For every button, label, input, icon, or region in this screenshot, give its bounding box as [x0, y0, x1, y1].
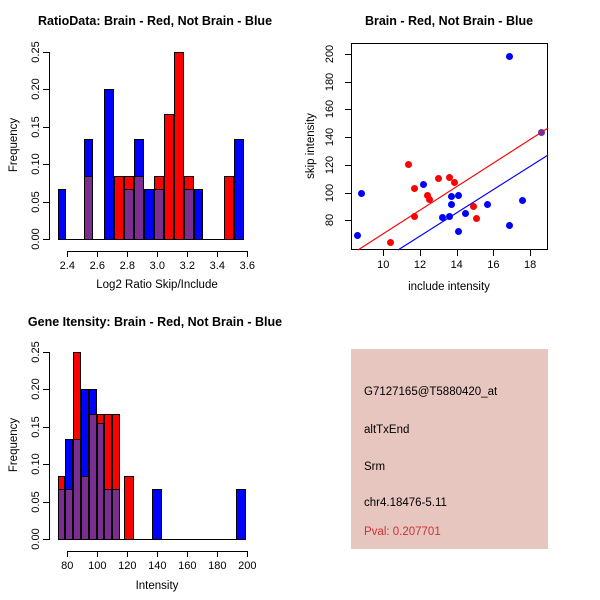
y-axis-tick [345, 54, 351, 55]
x-axis-tick [67, 251, 68, 257]
y-tick-label: 160 [324, 100, 336, 119]
x-axis-tick [67, 551, 68, 557]
y-tick-label: 0.25 [30, 340, 42, 363]
x-tick-label: 12 [413, 259, 427, 271]
y-axis-tick [43, 389, 49, 390]
hist-bar-segment [89, 389, 97, 415]
x-axis-tick [127, 251, 128, 257]
x-tick-label: 180 [208, 560, 227, 572]
y-axis-tick [43, 164, 49, 165]
x-tick-label: 3.0 [149, 260, 165, 272]
y-tick-label: 140 [324, 127, 336, 147]
y-tick-label: 0.20 [30, 78, 42, 100]
x-axis-tick [157, 251, 158, 257]
x-tick-label: 14 [450, 259, 463, 271]
x-tick-label: 16 [487, 259, 500, 271]
hist-gene-xlabel: Intensity [135, 580, 179, 592]
hist-bar-segment [73, 439, 81, 541]
y-axis-tick [43, 127, 49, 128]
y-tick-label: 180 [324, 72, 336, 91]
x-tick-label: 100 [88, 560, 107, 572]
y-tick-label: 0.05 [30, 191, 42, 213]
y-axis-tick [43, 352, 49, 353]
x-axis-tick [97, 251, 98, 257]
y-axis-tick [43, 202, 49, 203]
x-tick-label: 200 [238, 560, 257, 572]
hist-ratio-title: RatioData: Brain - Red, Not Brain - Blue [37, 14, 273, 28]
hist-bar-segment [194, 189, 203, 240]
hist-bar-segment [144, 189, 154, 240]
hist-ratio-ylabel: Frequency [8, 117, 20, 173]
y-axis-tick [345, 82, 351, 83]
hist-bar-segment [134, 176, 144, 240]
y-axis-tick [43, 89, 49, 90]
hist-bar-segment [112, 414, 120, 490]
y-axis-tick [43, 464, 49, 465]
y-tick-label: 80 [324, 214, 336, 227]
scatter-point [439, 214, 446, 221]
scatter-point [387, 239, 394, 246]
y-axis-tick [43, 502, 49, 503]
x-tick-label: 160 [178, 560, 197, 572]
x-tick-label: 3.2 [179, 260, 195, 272]
hist-bar-segment [154, 176, 164, 190]
info-panel [351, 349, 548, 549]
y-tick-label: 0.10 [30, 453, 42, 475]
y-axis-tick [345, 165, 351, 166]
y-tick-label: 100 [324, 183, 336, 202]
hist-bar-segment [112, 489, 120, 540]
hist-bar-segment [97, 414, 105, 424]
y-axis-tick [345, 137, 351, 138]
genomic-location: chr4.18476-5.11 [364, 497, 447, 509]
hist-gene-ylabel: Frequency [8, 417, 20, 473]
y-axis-tick [43, 427, 49, 428]
x-tick-label: 120 [118, 560, 137, 572]
y-tick-label: 0.10 [30, 153, 42, 175]
scatter-point [420, 181, 427, 188]
hist-bar-segment [104, 89, 114, 240]
hist-bar-segment [58, 189, 66, 240]
y-tick-label: 0.15 [30, 116, 42, 138]
scatter-point [455, 192, 462, 199]
p-value: Pval: 0.207701 [364, 526, 441, 538]
y-tick-label: 0.25 [30, 40, 42, 63]
hist-bar-segment [134, 139, 144, 178]
x-axis-tick [247, 551, 248, 557]
scatter-point [435, 175, 442, 182]
hist-bar-segment [84, 139, 92, 178]
hist-bar-segment [89, 414, 97, 540]
x-axis-tick [97, 551, 98, 557]
scatter-point [411, 185, 418, 192]
hist-bar-segment [234, 139, 244, 241]
hist-bar-segment [236, 489, 246, 540]
x-axis-tick [127, 551, 128, 557]
y-tick-label: 0.20 [30, 378, 42, 400]
hist-bar-segment [184, 189, 194, 240]
hist-bar-segment [124, 476, 134, 540]
x-axis-tick [187, 251, 188, 257]
y-tick-label: 0.00 [30, 528, 42, 551]
x-axis-tick [420, 250, 421, 256]
x-tick-label: 2.6 [89, 260, 105, 272]
hist-ratio-xlabel: Log2 Ratio Skip/Include [96, 279, 218, 291]
scatter-point [455, 228, 462, 235]
probe-id: G7127165@T5880420_at [364, 386, 498, 398]
scatter-point [354, 232, 361, 239]
x-axis-tick [493, 250, 494, 256]
x-axis-tick [247, 251, 248, 257]
hist-bar-segment [65, 439, 73, 490]
y-axis-tick [345, 220, 351, 221]
hist-bar-segment [104, 489, 112, 540]
x-tick-label: 3.4 [209, 260, 225, 272]
y-axis-line [49, 52, 50, 241]
scatter-point [411, 213, 418, 220]
hist-bar-segment [124, 176, 134, 190]
x-tick-label: 80 [61, 560, 74, 572]
y-tick-label: 200 [324, 44, 336, 64]
hist-bar-segment [81, 389, 89, 477]
x-axis-tick [383, 250, 384, 256]
scatter-title: Brain - Red, Not Brain - Blue [364, 14, 534, 28]
y-tick-label: 0.15 [30, 416, 42, 438]
x-axis-tick [217, 551, 218, 557]
y-tick-label: 0.00 [30, 228, 42, 251]
hist-bar-segment [154, 189, 164, 240]
x-tick-label: 2.4 [59, 260, 75, 272]
x-axis-tick [187, 551, 188, 557]
hist-bar-segment [184, 176, 194, 190]
scatter-point [426, 196, 433, 203]
y-axis-tick [43, 52, 49, 53]
y-axis-tick [345, 193, 351, 194]
hist-bar-segment [73, 352, 81, 440]
gene-symbol: Srm [364, 461, 386, 473]
hist-bar-segment [224, 176, 234, 240]
x-tick-label: 2.8 [119, 260, 135, 272]
y-axis-tick [345, 109, 351, 110]
scatter-point [446, 213, 453, 220]
hist-bar-segment [124, 189, 134, 240]
x-axis-tick [457, 250, 458, 256]
y-tick-label: 120 [324, 155, 336, 174]
y-axis-tick [43, 539, 49, 540]
x-axis-tick [530, 250, 531, 256]
x-tick-label: 140 [148, 560, 167, 572]
y-axis-tick [43, 239, 49, 240]
hist-bar-segment [114, 176, 124, 240]
y-tick-label: 0.05 [30, 491, 42, 513]
splice-event-type: altTxEnd [364, 424, 410, 436]
hist-bar-segment [152, 489, 162, 540]
hist-bar-segment [81, 476, 89, 540]
scatter-ylabel: skip intensity [305, 113, 317, 179]
y-axis-line [49, 352, 50, 541]
hist-bar-segment [58, 489, 66, 540]
scatter-xlabel: include intensity [408, 281, 490, 293]
hist-bar-segment [58, 476, 66, 490]
hist-bar-segment [164, 114, 174, 240]
hist-bar-segment [65, 489, 73, 540]
scatter-point [470, 203, 477, 210]
x-tick-label: 10 [377, 259, 390, 271]
x-axis-tick [217, 251, 218, 257]
x-axis-tick [157, 551, 158, 557]
hist-bar-segment [97, 423, 105, 540]
x-tick-label: 3.6 [239, 260, 255, 272]
hist-gene-title: Gene Itensity: Brain - Red, Not Brain - Blue [27, 315, 283, 329]
scatter-point [448, 193, 455, 200]
hist-bar-segment [104, 414, 112, 490]
hist-bar-segment [174, 52, 184, 241]
hist-bar-segment [84, 176, 92, 240]
x-tick-label: 18 [523, 259, 537, 271]
